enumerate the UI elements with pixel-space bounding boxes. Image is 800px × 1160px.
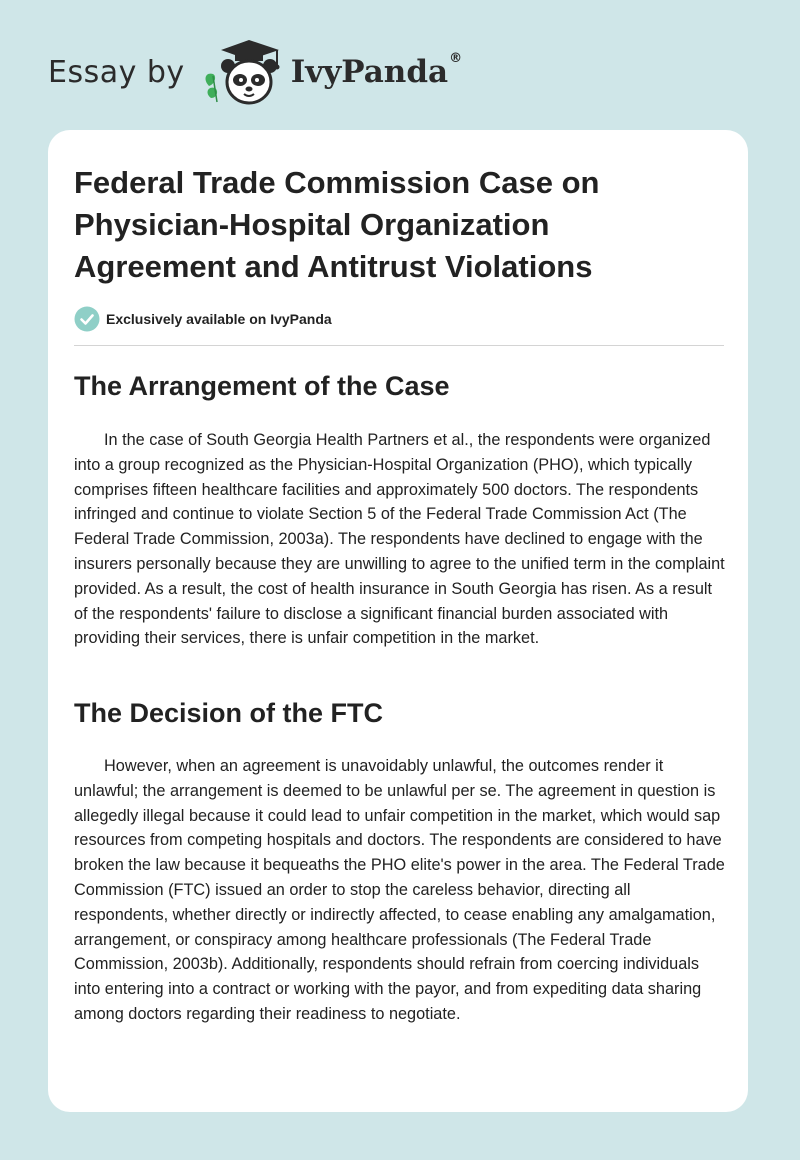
article-title: Federal Trade Commission Case on Physician-Hospital Organization Agreement and Antitrust Violations (74, 165, 600, 284)
exclusive-badge (74, 306, 332, 332)
registered-mark: ® (449, 50, 463, 66)
check-circle-icon (74, 306, 100, 332)
exclusive-badge-text: Exclusively available on IvyPanda (106, 311, 332, 327)
brand-prefix: Essay by (48, 54, 185, 90)
section-heading-arrangement: The Arrangement of the Case (74, 371, 450, 401)
section-heading-decision: The Decision of the FTC (74, 698, 384, 728)
brand-header[interactable] (48, 36, 462, 108)
section-paragraph-arrangement: In the case of South Georgia Health Partners et al., the respondents were organized into a group recognized as the Physician-Hospital Organization (PHO), which typically comprises fifteen healthcare facilities and approximately 500 doctors. The respondents infringed and continue to violate Section 5 of the Federal Trade Commission Act (The Federal Trade Commission, 2003a). The respondents have declined to engage with the insurers personally because they are unwilling to agree to the unified term in the complaint provided. As a result, the cost of health insurance in South Georgia has risen. As a result of the respondents' failure to disclose a significant financial burden associated with providing their services, there is unfair competition in the market. (74, 431, 725, 648)
section-paragraph-decision: However, when an agreement is unavoidably unlawful, the outcomes render it unlawful; the arrangement is deemed to be unlawful per se. The agreement in question is allegedly illegal because it could lead to unfair competition in the market, which would sap resources from competing hospitals and doctors. The respondents are considered to have broken the law because it bequeaths the PHO elite's power in the area. The Federal Trade Commission (FTC) issued an order to stop the careless behavior, directing all respondents, whether directly or indirectly affected, to cease enabling any amalgamation, arrangement, or conspiracy among healthcare professionals (The Federal Trade Commission, 2003b). Additionally, respondents should refrain from coercing individuals into entering into a contract or working with the payor, and from expediting data sharing among doctors regarding their readiness to negotiate. (74, 757, 725, 1023)
divider (74, 345, 724, 346)
article-card (48, 130, 748, 1112)
panda-graduate-icon (199, 36, 285, 108)
brand-name: IvyPanda (290, 54, 449, 90)
